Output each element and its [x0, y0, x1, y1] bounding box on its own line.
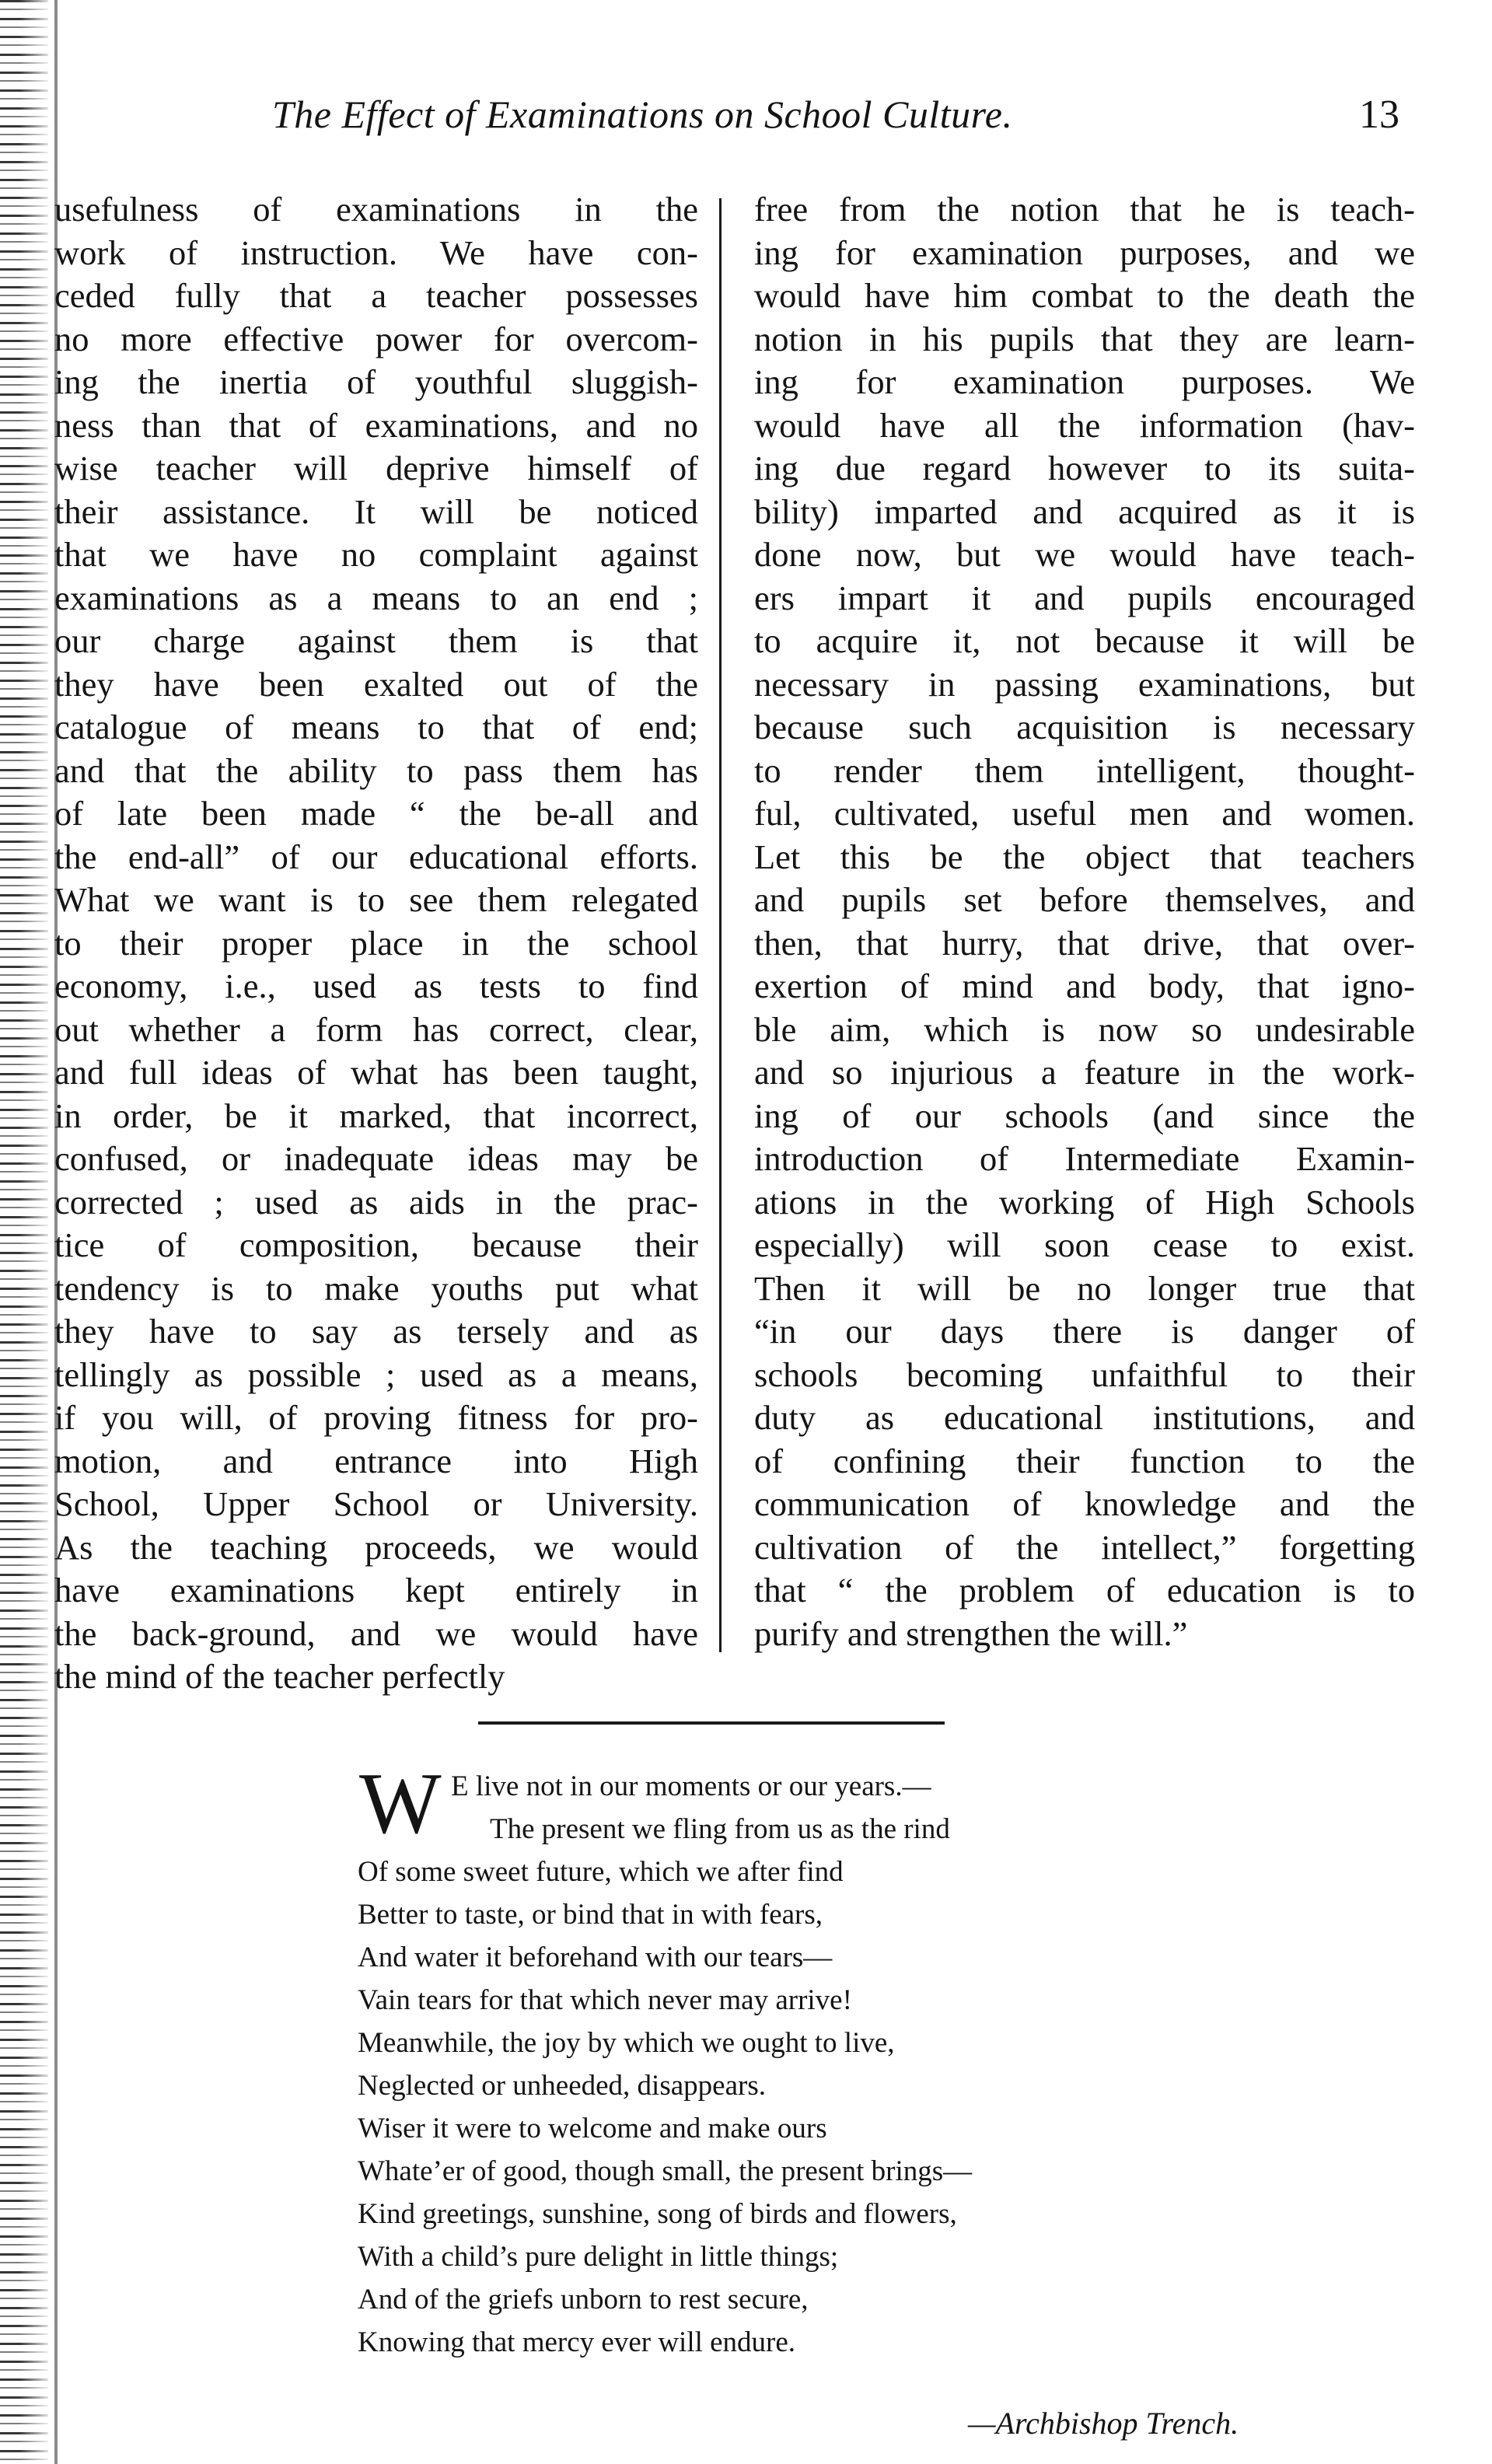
text-line: no more effective power for overcom-: [54, 319, 698, 358]
section-divider-rule: [478, 1721, 945, 1725]
text-line: and so injurious a feature in the work-: [754, 1053, 1415, 1092]
running-title: The Effect of Examinations on School Culture.: [272, 93, 1013, 136]
text-line: purify and strengthen the will.”: [754, 1613, 1188, 1653]
text-line: Let this be the object that teachers: [754, 837, 1415, 876]
poem-line: Vain tears for that which never may arrive!: [358, 1984, 852, 2016]
text-line: to render them intelligent, thought-: [754, 750, 1415, 790]
text-line: ful, cultivated, useful men and women.: [754, 794, 1415, 833]
text-line: ing for examination purposes, and we: [754, 232, 1415, 272]
text-line: duty as educational institutions, and: [754, 1398, 1415, 1437]
text-line: ness than that of examinations, and no: [54, 405, 698, 445]
text-line: of late been made “ the be-all and: [54, 794, 698, 833]
text-line: tice of composition, because their: [54, 1225, 698, 1264]
text-line: done now, but we would have teach-: [754, 535, 1415, 574]
text-line: tellingly as possible ; used as a means,: [54, 1354, 698, 1394]
text-line: corrected ; used as aids in the prac-: [54, 1182, 698, 1222]
page-header: [264, 92, 1399, 154]
text-line: of confining their function to the: [754, 1441, 1415, 1480]
text-line: the back-ground, and we would have: [54, 1613, 698, 1653]
text-line: ceded fully that a teacher possesses: [54, 276, 698, 315]
poem-line: Meanwhile, the joy by which we ought to live,: [358, 2027, 895, 2059]
column-divider: [719, 198, 722, 1652]
poem-body: [358, 1851, 1368, 2364]
poem-line: Knowing that mercy ever will endure.: [358, 2326, 796, 2358]
scanned-binding-edge: [0, 0, 48, 2464]
poem-line: The present we fling from us as the rind: [490, 1813, 950, 1845]
page-number: 13: [1359, 93, 1399, 137]
text-line: ing due regard however to its suita-: [754, 449, 1415, 488]
text-line: ble aim, which is now so undesirable: [754, 1009, 1415, 1049]
text-line: especially) will soon cease to exist.: [754, 1225, 1415, 1264]
text-line: motion, and entrance into High: [54, 1441, 698, 1480]
text-line: economy, i.e., used as tests to find: [54, 966, 698, 1005]
text-line: communication of knowledge and the: [754, 1484, 1415, 1523]
text-line: schools becoming unfaithful to their: [754, 1354, 1415, 1394]
poem-line: Better to taste, or bind that in with fears,: [358, 1899, 823, 1931]
text-line: have examinations kept entirely in: [54, 1571, 698, 1609]
text-line: because such acquisition is necessary: [754, 708, 1415, 746]
text-line: School, Upper School or University.: [54, 1484, 698, 1523]
text-line: to acquire it, not because it will be: [754, 621, 1415, 660]
text-line: Then it will be no longer true that: [754, 1268, 1415, 1308]
text-line: that we have no complaint against: [54, 535, 698, 574]
poem-line: Neglected or unheeded, disappears.: [358, 2070, 766, 2102]
text-line: As the teaching proceeds, we would: [54, 1527, 698, 1567]
poem-line: And of the griefs unborn to rest secure,: [358, 2284, 809, 2315]
text-line: usefulness of examinations in the: [54, 190, 698, 229]
text-line: would have him combat to the death the: [754, 276, 1415, 315]
text-line: if you will, of proving fitness for pro-: [54, 1398, 698, 1437]
poem-line: Kind greetings, sunshine, song of birds and flowers,: [358, 2198, 957, 2230]
poem-line: Of some sweet future, which we after find: [358, 1856, 844, 1888]
text-line: confused, or inadequate ideas may be: [54, 1139, 698, 1178]
text-line: necessary in passing examinations, but: [754, 664, 1415, 704]
text-line: the mind of the teacher perfectly: [54, 1657, 505, 1696]
text-line: tendency is to make youths put what: [54, 1268, 698, 1308]
text-line: ing the inertia of youthful sluggish-: [54, 362, 698, 401]
poem-line: With a child’s pure delight in little things;: [358, 2241, 839, 2273]
poem: [358, 1756, 1368, 2364]
article-left-column: [54, 188, 698, 1699]
text-line: out whether a form has correct, clear,: [54, 1009, 698, 1049]
poem-first-line: [358, 1756, 1368, 1852]
text-line: in order, be it marked, that incorrect,: [54, 1096, 698, 1135]
text-line: work of instruction. We have con-: [54, 232, 698, 272]
text-line: ing of our schools (and since the: [754, 1096, 1415, 1135]
poem-line: Whate’er of good, though small, the present brings—: [358, 2155, 973, 2187]
text-line: notion in his pupils that they are learn-: [754, 319, 1415, 358]
text-line: What we want is to see them relegated: [54, 880, 698, 919]
text-line: examinations as a means to an end ;: [54, 578, 698, 617]
poem-attribution: —Archbishop Trench.: [968, 2406, 1239, 2441]
text-line: free from the notion that he is teach-: [754, 190, 1415, 229]
poem-line: E live not in our moments or our years.—: [451, 1770, 931, 1802]
text-line: and full ideas of what has been taught,: [54, 1053, 698, 1092]
text-line: they have been exalted out of the: [54, 664, 698, 704]
article-right-column: [754, 188, 1415, 1655]
text-line: ations in the working of High Schools: [754, 1182, 1415, 1222]
text-line: and that the ability to pass them has: [54, 750, 698, 790]
text-line: to their proper place in the school: [54, 923, 698, 963]
text-line: that “ the problem of education is to: [754, 1571, 1415, 1609]
text-line: the end-all” of our educational efforts.: [54, 837, 698, 876]
text-line: their assistance. It will be noticed: [54, 491, 698, 531]
drop-cap: W: [359, 1756, 442, 1852]
text-line: our charge against them is that: [54, 621, 698, 660]
text-line: and pupils set before themselves, and: [754, 880, 1415, 919]
text-line: then, that hurry, that drive, that over-: [754, 923, 1415, 963]
text-line: cultivation of the intellect,” forgetting: [754, 1527, 1415, 1567]
poem-line: And water it beforehand with our tears—: [358, 1941, 833, 1973]
text-line: bility) imparted and acquired as it is: [754, 491, 1415, 531]
poem-line: Wiser it were to welcome and make ours: [358, 2113, 827, 2144]
text-line: ers impart it and pupils encouraged: [754, 578, 1415, 617]
text-line: they have to say as tersely and as: [54, 1312, 698, 1351]
text-line: ing for examination purposes. We: [754, 362, 1415, 401]
text-line: “in our days there is danger of: [754, 1312, 1415, 1351]
text-line: wise teacher will deprive himself of: [54, 449, 698, 488]
text-line: catalogue of means to that of end;: [54, 708, 698, 746]
text-line: introduction of Intermediate Examin-: [754, 1139, 1415, 1178]
text-line: exertion of mind and body, that igno-: [754, 966, 1415, 1005]
text-line: would have all the information (hav-: [754, 405, 1415, 445]
